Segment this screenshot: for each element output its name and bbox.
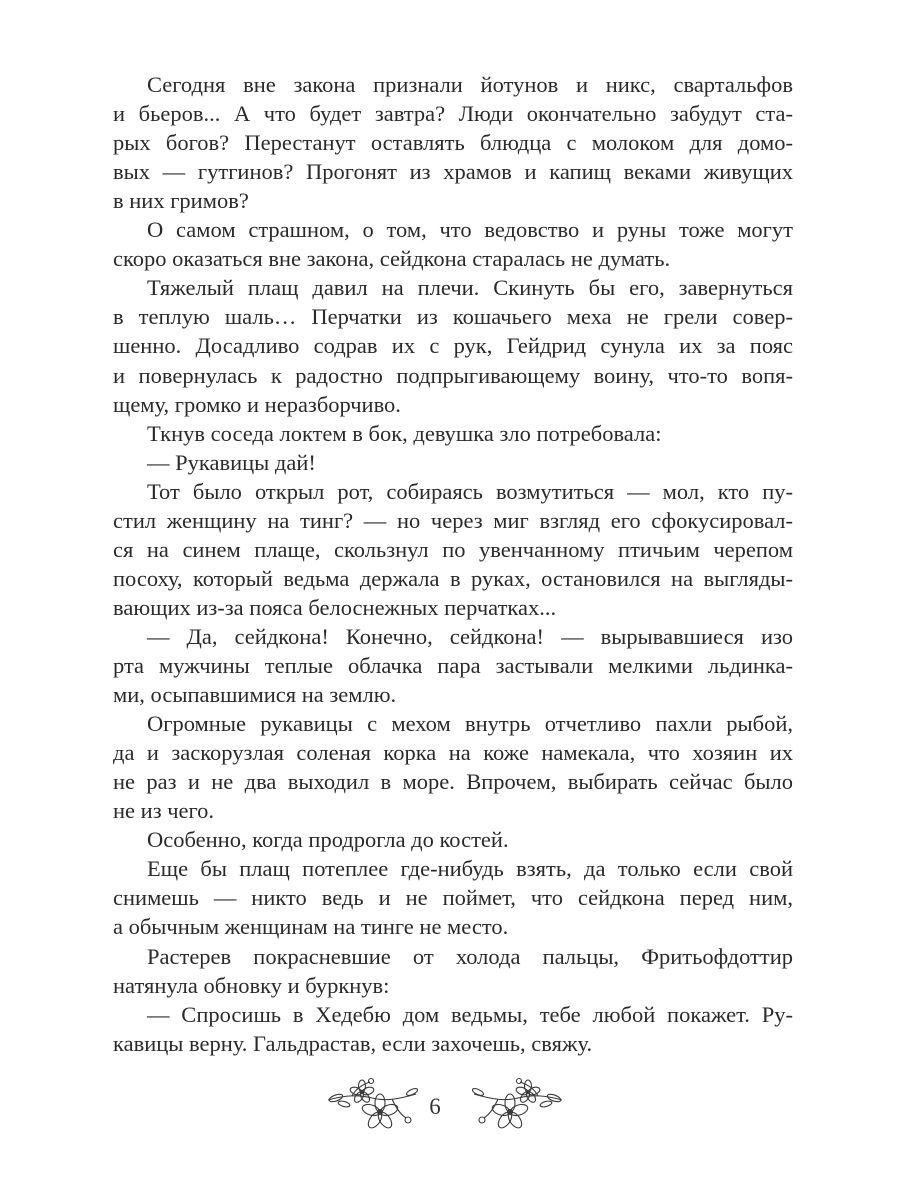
text-line: — Да, сейдкона! Конечно, сейдкона! — вырывавшиеся изо [147,624,793,649]
text-line: не из чего. [113,798,215,823]
text-line: и повернулась к радостно подпрыгивающему воину, что-то вопя- [113,363,793,388]
text-line: и бьеров... А что будет завтра? Люди окончательно забудут ста- [113,101,793,126]
text-line: вающих из-за пояса белоснежных перчатках... [113,595,557,620]
text-line: Тяжелый плащ давил на плечи. Скинуть бы его, завернуться [147,275,793,300]
text-line: Растерев покрасневшие от холода пальцы, Фритьофдоттир [147,944,793,969]
text-line: скоро оказаться вне закона, сейдкона старалась не думать. [113,246,671,271]
text-line: Еще бы плащ потеплее где-нибудь взять, да только если свой [147,856,793,881]
page-footer [0,1070,900,1150]
text-line: стил женщину на тинг? — но через миг взгляд его сфокусировал- [113,508,793,533]
text-line: кавицы верну. Гальдрастав, если захочешь, свяжу. [113,1031,593,1056]
text-line: Особенно, когда продрогла до костей. [147,827,509,852]
text-line: Сегодня вне закона признали йотунов и никс, свартальфов [147,72,793,97]
page-number: 6 [429,1094,441,1119]
text-line: да и заскорузлая соленая корка на коже намекала, что хозяин их [113,740,793,765]
text-line: Ткнув соседа локтем в бок, девушка зло потребовала: [147,421,662,446]
magnolia-branch-icon [322,1070,422,1140]
text-line: натянула обновку и буркнув: [113,973,390,998]
text-line: посоху, который ведьма держала в руках, остановился на выгляды- [113,566,793,591]
magnolia-branch-icon [468,1070,568,1140]
text-line: а обычным женщинам на тинге не место. [113,914,509,939]
text-line: рых богов? Перестанут оставлять блюдца с молоком для домо- [113,130,793,155]
text-line: — Спросишь в Хедебю дом ведьмы, тебе любой покажет. Ру- [147,1002,793,1027]
text-line: Огромные рукавицы с мехом внутрь отчетливо пахли рыбой, [147,711,793,736]
text-line: шенно. Досадливо содрав их с рук, Гейдрид сунула их за пояс [113,333,793,358]
text-line: снимешь — никто ведь и не поймет, что сейдкона перед ним, [113,885,793,910]
text-line: ся на синем плаще, скользнул по увенчанному птичьим черепом [113,537,793,562]
text-line: в них гримов? [113,188,249,213]
text-line: О самом страшном, о том, что ведовство и руны тоже могут [147,217,793,242]
text-line: не раз и не два выходил в море. Впрочем, выбирать сейчас было [113,769,793,794]
text-line: Тот было открыл рот, собираясь возмутиться — мол, кто пу- [147,479,793,504]
text-line: — Рукавицы дай! [147,450,316,475]
text-line: вых — гутгинов? Прогонят из храмов и капищ веками живущих [113,159,793,184]
text-line: в теплую шаль… Перчатки из кошачьего меха не грели совер- [113,304,793,329]
text-line: ми, осыпавшимися на землю. [113,682,397,707]
text-line: щему, громко и неразборчиво. [113,392,401,417]
text-line: рта мужчины теплые облачка пара застывали мелкими льдинка- [113,653,793,678]
